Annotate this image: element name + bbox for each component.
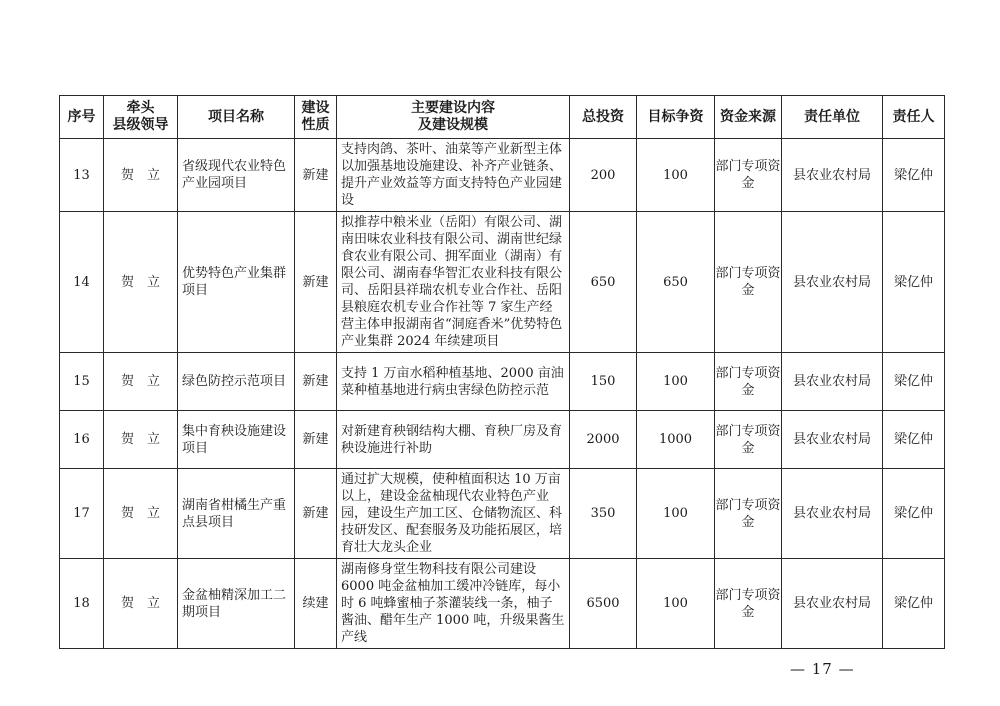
cell-content: 通过扩大规模，使种植面积达 10 万亩以上，建设金盆柚现代农业特色产业园，建设生产加工区、仓储物流区、科技研发区、配套服务及功能拓展区，培育壮大龙头企业 (337, 469, 570, 559)
cell-target: 100 (637, 559, 715, 649)
cell-total: 150 (570, 353, 637, 411)
cell-unit: 县农业农村局 (782, 353, 883, 411)
cell-type: 续建 (295, 559, 337, 649)
cell-total: 6500 (570, 559, 637, 649)
cell-type: 新建 (295, 353, 337, 411)
cell-project-name: 绿色防控示范项目 (178, 353, 295, 411)
table-row (60, 469, 945, 559)
cell-total: 650 (570, 212, 637, 353)
cell-source: 部门专项资金 (715, 411, 782, 469)
cell-total: 350 (570, 469, 637, 559)
cell-total: 2000 (570, 411, 637, 469)
cell-person: 梁亿仲 (883, 559, 945, 649)
cell-source: 部门专项资金 (715, 469, 782, 559)
cell-person: 梁亿仲 (883, 139, 945, 212)
cell-person: 梁亿仲 (883, 469, 945, 559)
table-row (60, 353, 945, 411)
cell-source: 部门专项资金 (715, 212, 782, 353)
cell-target: 650 (637, 212, 715, 353)
header-leader: 牵头 县级领导 (104, 96, 178, 139)
cell-unit: 县农业农村局 (782, 559, 883, 649)
cell-no: 16 (60, 411, 104, 469)
table-row (60, 139, 945, 212)
cell-content: 对新建育秧钢结构大棚、育秧厂房及育秧设施进行补助 (337, 411, 570, 469)
cell-unit: 县农业农村局 (782, 469, 883, 559)
cell-source: 部门专项资金 (715, 559, 782, 649)
cell-unit: 县农业农村局 (782, 212, 883, 353)
cell-no: 18 (60, 559, 104, 649)
header-no: 序号 (60, 96, 104, 139)
cell-content: 湖南修身堂生物科技有限公司建设 6000 吨金盆柚加工缓冲冷链库，每小时 6 吨蜂蜜柚子茶灌装线一条，柚子酱油、醋年生产 1000 吨，升级果酱生产线 (337, 559, 570, 649)
cell-project-name: 优势特色产业集群项目 (178, 212, 295, 353)
cell-target: 100 (637, 469, 715, 559)
table-row (60, 212, 945, 353)
cell-leader: 贺 立 (104, 559, 178, 649)
cell-no: 14 (60, 212, 104, 353)
header-row (60, 96, 945, 139)
cell-type: 新建 (295, 212, 337, 353)
cell-unit: 县农业农村局 (782, 139, 883, 212)
header-content: 主要建设内容 及建设规模 (337, 96, 570, 139)
cell-total: 200 (570, 139, 637, 212)
cell-no: 13 (60, 139, 104, 212)
cell-leader: 贺 立 (104, 212, 178, 353)
cell-content: 拟推荐中粮米业（岳阳）有限公司、湖南田味农业科技有限公司、湖南世纪绿食农业有限公司、拥军面业（湖南）有限公司、湖南春华智汇农业科技有限公司、岳阳县祥瑞农机专业合作社、岳阳县粮庭农机专业合作社等 7 家生产经营主体申报湖南省“洞庭香米”优势特色产业集群 2024 年续建项目 (337, 212, 570, 353)
table-row (60, 411, 945, 469)
header-project-name: 项目名称 (178, 96, 295, 139)
cell-content: 支持 1 万亩水稻种植基地、2000 亩油菜种植基地进行病虫害绿色防控示范 (337, 353, 570, 411)
header-source: 资金来源 (715, 96, 782, 139)
cell-person: 梁亿仲 (883, 353, 945, 411)
cell-project-name: 湖南省柑橘生产重点县项目 (178, 469, 295, 559)
cell-source: 部门专项资金 (715, 353, 782, 411)
cell-source: 部门专项资金 (715, 139, 782, 212)
cell-target: 100 (637, 353, 715, 411)
cell-project-name: 金盆柚精深加工二期项目 (178, 559, 295, 649)
cell-leader: 贺 立 (104, 353, 178, 411)
cell-unit: 县农业农村局 (782, 411, 883, 469)
cell-no: 15 (60, 353, 104, 411)
header-target: 目标争资 (637, 96, 715, 139)
cell-target: 100 (637, 139, 715, 212)
header-unit: 责任单位 (782, 96, 883, 139)
cell-person: 梁亿仲 (883, 212, 945, 353)
cell-project-name: 集中育秧设施建设项目 (178, 411, 295, 469)
cell-project-name: 省级现代农业特色产业园项目 (178, 139, 295, 212)
table-row (60, 559, 945, 649)
cell-type: 新建 (295, 139, 337, 212)
cell-leader: 贺 立 (104, 469, 178, 559)
cell-type: 新建 (295, 469, 337, 559)
cell-leader: 贺 立 (104, 411, 178, 469)
cell-no: 17 (60, 469, 104, 559)
cell-person: 梁亿仲 (883, 411, 945, 469)
header-type: 建设 性质 (295, 96, 337, 139)
page-number: — 17 — (790, 660, 855, 678)
cell-target: 1000 (637, 411, 715, 469)
cell-type: 新建 (295, 411, 337, 469)
header-total: 总投资 (570, 96, 637, 139)
header-person: 责任人 (883, 96, 945, 139)
project-table (59, 95, 945, 649)
cell-content: 支持肉鸽、茶叶、油菜等产业新型主体以加强基地设施建设、补齐产业链条、提升产业效益等方面支持特色产业园建设 (337, 139, 570, 212)
cell-leader: 贺 立 (104, 139, 178, 212)
